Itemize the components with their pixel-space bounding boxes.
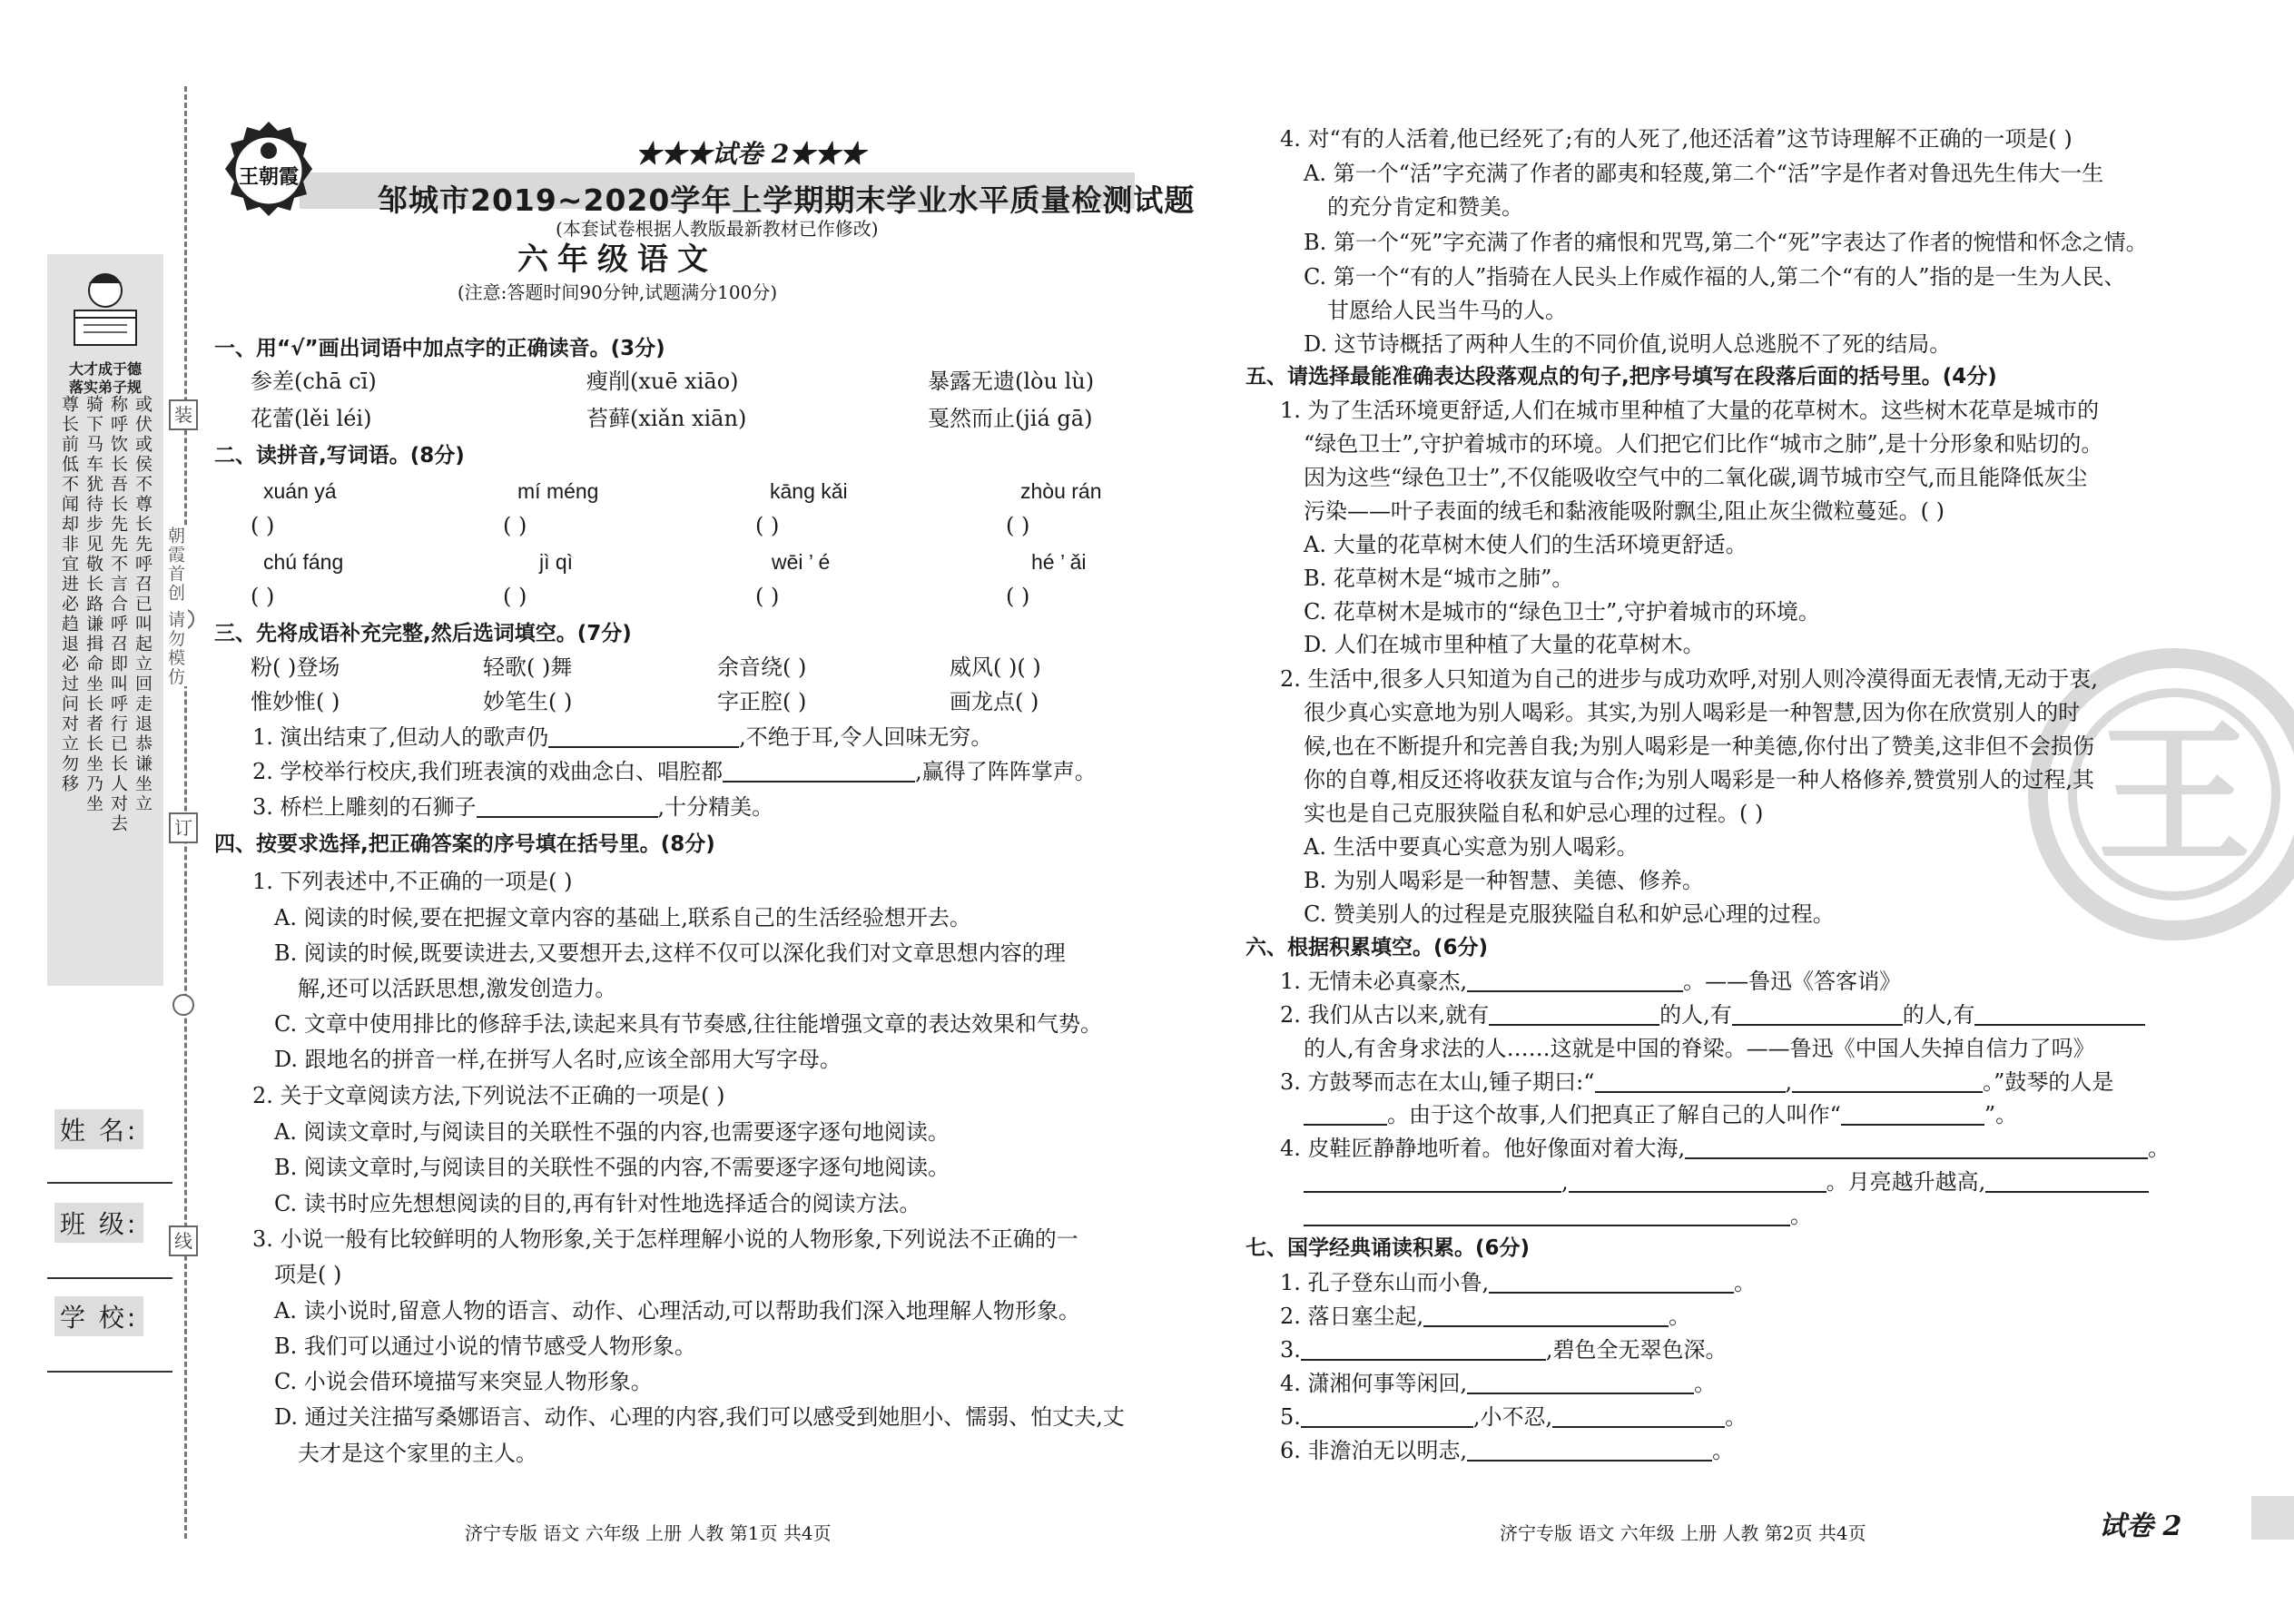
question-stem: 2. 关于文章阅读方法,下列说法不正确的一项是( ) bbox=[252, 1083, 725, 1108]
idiom-item[interactable]: 画龙点( ) bbox=[950, 689, 1039, 714]
choice-option[interactable]: B. 阅读的时候,既要读进去,又要想开去,这样不仅可以深化我们对文章思想内容的理 bbox=[274, 940, 1066, 966]
motto-title-1: 大才成于德 bbox=[68, 360, 142, 378]
answer-paren[interactable]: ( ) bbox=[1006, 584, 1030, 609]
passage-line: 污染——叶子表面的绒毛和黏液能吸附飘尘,阻止灰尘微粒蔓延。( ) bbox=[1304, 498, 1944, 524]
answer-blank[interactable] bbox=[1304, 1171, 1561, 1193]
choice-option[interactable]: C. 读书时应先想想阅读的目的,再有针对性地选择适合的阅读方法。 bbox=[274, 1191, 921, 1216]
name-label: 姓 名: bbox=[54, 1109, 143, 1149]
answer-paren[interactable]: ( ) bbox=[503, 513, 527, 538]
choice-option[interactable]: D. 这节诗概括了两种人生的不同价值,说明人总逃脱不了死的结局。 bbox=[1304, 331, 1952, 357]
question-stem-cont: 项是( ) bbox=[274, 1262, 342, 1287]
passage-line: 2. 生活中,很多人只知道为自己的进步与成功欢呼,对别人则冷漠得面无表情,无动于衷, bbox=[1280, 666, 2099, 692]
school-label: 学 校: bbox=[54, 1296, 143, 1336]
idiom-item[interactable]: 字正腔( ) bbox=[717, 689, 807, 714]
fill-sentence: 。由于这个故事,人们把真正了解自己的人叫作“ ”。 bbox=[1304, 1101, 2017, 1128]
motto-column: 称呼饮长吾长先先不言合呼召即叫呼行已长人对去 bbox=[108, 395, 128, 834]
fill-sentence: 。 bbox=[1304, 1202, 1812, 1229]
fill-sentence: 2. 学校举行校庆,我们班表演的戏曲念白、唱腔都 ,赢得了阵阵掌声。 bbox=[252, 759, 1097, 784]
exam-title: 邹城市2019~2020学年上学期期末学业水平质量检测试题 bbox=[378, 182, 1196, 218]
motto-column: 或伏或侯不尊长先呼召已叫起立回走退恭谦坐立 bbox=[133, 395, 153, 814]
section-1-heading: 一、用“√”画出词语中加点字的正确读音。(3分) bbox=[214, 337, 665, 360]
cut-label-zhuang: 装 bbox=[169, 399, 198, 430]
question-word: 瘦削(xuē xiāo) bbox=[586, 369, 739, 394]
choice-option[interactable]: A. 大量的花草树木使人们的生活环境更舒适。 bbox=[1304, 532, 1748, 557]
fill-sentence: 5. ,小不忍, 。 bbox=[1280, 1404, 1748, 1430]
answer-blank[interactable] bbox=[1423, 1305, 1669, 1327]
section-3-heading: 三、先将成语补充完整,然后选词填空。(7分) bbox=[214, 622, 632, 645]
choice-option[interactable]: B. 阅读文章时,与阅读目的关联性不强的内容,不需要逐字逐句地阅读。 bbox=[274, 1155, 950, 1180]
question-stem: 4. 对“有的人活着,他已经死了;有的人死了,他还活着”这节诗理解不正确的一项是( ) bbox=[1280, 126, 2072, 152]
answer-blank[interactable] bbox=[1489, 1272, 1734, 1294]
motto-columns bbox=[56, 395, 154, 834]
fill-sentence: 6. 非澹泊无以明志, 。 bbox=[1280, 1438, 1735, 1463]
answer-blank[interactable] bbox=[1792, 1071, 1983, 1093]
passage-line: 因为这些“绿色卫士”,不仅能吸收空气中的二氧化碳,调节城市空气,而且能降低灰尘 bbox=[1304, 465, 2088, 490]
section-2-heading: 二、读拼音,写词语。(8分) bbox=[214, 444, 465, 468]
name-line[interactable] bbox=[47, 1182, 172, 1184]
fill-sentence-cont: 的人,有舍身求法的人……这就是中国的脊梁。——鲁迅《中国人失掉自信力了吗》 bbox=[1304, 1036, 2095, 1061]
choice-option[interactable]: B. 为别人喝彩是一种智慧、美德、修养。 bbox=[1304, 868, 1704, 893]
answer-blank[interactable] bbox=[1301, 1339, 1546, 1361]
idiom-item[interactable]: 惟妙惟( ) bbox=[251, 689, 340, 714]
cut-label-xian: 线 bbox=[169, 1225, 198, 1256]
choice-option[interactable]: B. 我们可以通过小说的情节感受人物形象。 bbox=[274, 1334, 696, 1359]
fill-sentence: 4. 皮鞋匠静静地听着。他好像面对着大海, 。 bbox=[1280, 1136, 2171, 1161]
answer-blank[interactable] bbox=[1467, 1373, 1694, 1394]
answer-blank[interactable] bbox=[1467, 1440, 1712, 1462]
pinyin-prompt: zhòu rán bbox=[1020, 479, 1102, 503]
answer-blank[interactable] bbox=[1732, 1004, 1903, 1026]
pinyin-prompt: jì qì bbox=[539, 550, 574, 574]
fill-sentence: 1. 无情未必真豪杰, 。——鲁迅《答客诮》 bbox=[1280, 969, 1902, 994]
choice-option[interactable]: C. 赞美别人的过程是克服狭隘自私和妒忌心理的过程。 bbox=[1304, 901, 1835, 927]
school-line[interactable] bbox=[47, 1371, 172, 1373]
section-4-heading: 四、按要求选择,把正确答案的序号填在括号里。(8分) bbox=[214, 832, 715, 856]
cut-dot-icon bbox=[172, 994, 194, 1016]
motto-column: 尊长前低不闻却非宜进必趋退必过问对立勿移 bbox=[59, 395, 79, 794]
class-label: 班 级: bbox=[54, 1203, 143, 1243]
answer-blank[interactable] bbox=[1595, 1071, 1786, 1093]
edition-note: (本套试卷根据人教版最新教材已作修改) bbox=[556, 218, 879, 240]
choice-option[interactable]: A. 读小说时,留意人物的语言、动作、心理活动,可以帮助我们深入地理解人物形象。 bbox=[274, 1298, 1080, 1324]
answer-paren[interactable]: ( ) bbox=[1006, 513, 1030, 538]
section-7-heading: 七、国学经典诵读积累。(6分) bbox=[1245, 1236, 1531, 1260]
question-word: 花蕾(lěi léi) bbox=[251, 406, 372, 431]
corner-paper-label: 试卷 2 bbox=[2099, 1511, 2182, 1542]
section-6-heading: 六、根据积累填空。(6分) bbox=[1245, 936, 1489, 960]
side-note-2: 朝霞首创 请勿模仿 bbox=[163, 527, 188, 686]
paper-number: ★★★试卷 2★★★ bbox=[635, 139, 866, 169]
answer-blank[interactable] bbox=[1467, 970, 1683, 992]
answer-blank[interactable] bbox=[1304, 1104, 1387, 1126]
brand-logo-icon bbox=[218, 118, 320, 220]
svg-text:王朝霞: 王朝霞 bbox=[238, 165, 300, 189]
pinyin-prompt: wēi ’ é bbox=[772, 550, 831, 574]
fill-sentence: 3. 方鼓琴而志在太山,锺子期曰:“ , 。”鼓琴的人是 bbox=[1280, 1069, 2114, 1095]
choice-option-cont: 甘愿给人民当牛马的人。 bbox=[1327, 298, 1567, 323]
answer-paren[interactable]: ( ) bbox=[251, 513, 275, 538]
idiom-item[interactable]: 妙笔生( ) bbox=[483, 689, 573, 714]
exam-notice: (注意:答题时间90分钟,试题满分100分) bbox=[457, 281, 778, 303]
answer-blank[interactable] bbox=[1685, 1137, 2148, 1159]
idiom-item[interactable]: 粉( )登场 bbox=[251, 655, 340, 680]
choice-option[interactable]: C. 文章中使用排比的修辞手法,读起来具有节奏感,往往能增强文章的表达效果和气势。 bbox=[274, 1011, 1103, 1037]
choice-option[interactable]: D. 人们在城市里种植了大量的花草树木。 bbox=[1304, 632, 1705, 657]
question-word: 苔藓(xiǎn xiān) bbox=[586, 406, 747, 431]
question-word: 参差(chā cī) bbox=[251, 369, 377, 394]
pinyin-prompt: mí méng bbox=[517, 479, 599, 503]
choice-option-cont: 夫才是这个家里的主人。 bbox=[298, 1441, 537, 1466]
choice-option[interactable]: D. 跟地名的拼音一样,在拼写人名时,应该全部用大写字母。 bbox=[274, 1047, 842, 1072]
choice-option[interactable]: C. 花草树木是城市的“绿色卫士”,守护着城市的环境。 bbox=[1304, 599, 1820, 625]
choice-option-cont: 解,还可以活跃思想,激发创造力。 bbox=[298, 976, 617, 1001]
question-word: 暴露无遗(lòu lù) bbox=[928, 369, 1095, 394]
fill-sentence: 4. 潇湘何事等闲回, 。 bbox=[1280, 1371, 1717, 1396]
answer-blank[interactable] bbox=[1489, 1004, 1659, 1026]
idiom-item[interactable]: 轻歌( )舞 bbox=[483, 655, 573, 680]
answer-blank[interactable] bbox=[723, 761, 915, 782]
pinyin-prompt: xuán yá bbox=[263, 479, 337, 503]
answer-blank[interactable] bbox=[1841, 1104, 1984, 1126]
section-5-heading: 五、请选择最能准确表达段落观点的句子,把序号填写在段落后面的括号里。(4分) bbox=[1245, 365, 1997, 389]
question-stem: 1. 下列表述中,不正确的一项是( ) bbox=[252, 869, 573, 894]
passage-line: 你的自尊,相反还将收获友谊与合作;为别人喝彩是一种人格修养,赞赏别人的过程,其 bbox=[1304, 767, 2094, 792]
passage-line: 实也是自己克服狭隘自私和妒忌心理的过程。( ) bbox=[1304, 801, 1764, 826]
answer-blank[interactable] bbox=[548, 726, 739, 748]
choice-option[interactable]: C. 第一个“有的人”指骑在人民头上作威作福的人,第二个“有的人”指的是一生为人民、 bbox=[1304, 264, 2126, 290]
choice-option[interactable]: A. 阅读的时候,要在把握文章内容的基础上,联系自己的生活经验想开去。 bbox=[274, 905, 971, 930]
fill-sentence: 2. 落日塞尘起, 。 bbox=[1280, 1304, 1691, 1329]
answer-blank[interactable] bbox=[1301, 1406, 1473, 1428]
answer-blank[interactable] bbox=[477, 796, 658, 818]
choice-option[interactable]: A. 生活中要真心实意为别人喝彩。 bbox=[1304, 834, 1639, 860]
pinyin-prompt: hé ’ ǎi bbox=[1031, 550, 1087, 574]
question-stem: 3. 小说一般有比较鲜明的人物形象,关于怎样理解小说的人物形象,下列说法不正确的一 bbox=[252, 1226, 1078, 1252]
answer-blank[interactable] bbox=[1552, 1406, 1725, 1428]
passage-line: 候,也在不断提升和完善自我;为别人喝彩是一种美德,你付出了赞美,这非但不会损伤 bbox=[1304, 733, 2094, 759]
fill-sentence: 1. 演出结束了,但动人的歌声仍 ,不绝于耳,令人回味无穷。 bbox=[252, 724, 993, 750]
choice-option[interactable]: C. 小说会借环境描写来突显人物形象。 bbox=[274, 1369, 653, 1394]
corner-block bbox=[2251, 1496, 2294, 1540]
choice-option[interactable]: B. 花草树木是“城市之肺”。 bbox=[1304, 566, 1574, 591]
answer-blank[interactable] bbox=[1985, 1171, 2149, 1193]
answer-paren[interactable]: ( ) bbox=[503, 584, 527, 609]
fill-sentence: , 。月亮越升越高, bbox=[1304, 1168, 2149, 1196]
pinyin-prompt: chú fáng bbox=[263, 550, 344, 574]
answer-blank[interactable] bbox=[1304, 1205, 1790, 1226]
idiom-item[interactable]: 余音绕( ) bbox=[717, 655, 807, 680]
fill-sentence: 3. ,碧色全无翠色深。 bbox=[1280, 1337, 1728, 1363]
answer-paren[interactable]: ( ) bbox=[251, 584, 275, 609]
choice-option-cont: 的充分肯定和赞美。 bbox=[1327, 194, 1523, 220]
choice-option[interactable]: B. 第一个“死”字充满了作者的痛恨和咒骂,第二个“死”字表达了作者的惋惜和怀念之情。 bbox=[1304, 230, 2148, 255]
subject-title: 六年级语文 bbox=[517, 241, 717, 278]
idiom-item[interactable]: 威风( )( ) bbox=[950, 655, 1041, 680]
answer-paren[interactable]: ( ) bbox=[755, 584, 780, 609]
left-footer: 济宁专版 语文 六年级 上册 人教 第1页 共4页 bbox=[465, 1522, 832, 1544]
fill-sentence: 3. 桥栏上雕刻的石狮子 ,十分精美。 bbox=[252, 794, 774, 820]
passage-line: “绿色卫士”,守护着城市的环境。人们把它们比作“城市之肺”,是十分形象和贴切的。 bbox=[1304, 431, 2103, 457]
class-line[interactable] bbox=[47, 1277, 172, 1279]
choice-option[interactable]: A. 第一个“活”字充满了作者的鄙夷和轻蔑,第二个“活”字是作者对鲁迅先生伟大一生 bbox=[1304, 161, 2104, 186]
right-footer: 济宁专版 语文 六年级 上册 人教 第2页 共4页 bbox=[1500, 1522, 1866, 1544]
pinyin-prompt: kāng kǎi bbox=[770, 479, 848, 503]
answer-paren[interactable]: ( ) bbox=[755, 513, 780, 538]
fill-sentence: 1. 孔子登东山而小鲁, 。 bbox=[1280, 1270, 1757, 1295]
choice-option[interactable]: D. 通过关注描写桑娜语言、动作、心理的内容,我们可以感受到她胆小、懦弱、怕丈夫,丈 bbox=[274, 1404, 1125, 1430]
fill-sentence: 2. 我们从古以来,就有 的人,有 的人,有 bbox=[1280, 1001, 2145, 1029]
motto-column: 骑下马车犹待步见敬长路谦揖命坐长者长坐乃坐 bbox=[84, 395, 103, 814]
passage-line: 1. 为了生活环境更舒适,人们在城市里种植了大量的花草树木。这些树木花草是城市的 bbox=[1280, 398, 2100, 423]
cut-label-ding: 订 bbox=[169, 812, 198, 843]
answer-blank[interactable] bbox=[1569, 1171, 1826, 1193]
motto-title-2: 落实弟子规 bbox=[68, 379, 142, 396]
answer-blank[interactable] bbox=[1974, 1004, 2145, 1026]
passage-line: 很少真心实意地为别人喝彩。其实,为别人喝彩是一种智慧,因为你在欣赏别人的时 bbox=[1304, 700, 2081, 725]
question-word: 戛然而止(jiá gā) bbox=[928, 406, 1093, 431]
svg-text:王: 王 bbox=[2096, 704, 2252, 886]
choice-option[interactable]: A. 阅读文章时,与阅读目的关联性不强的内容,也需要逐字逐句地阅读。 bbox=[274, 1119, 950, 1145]
